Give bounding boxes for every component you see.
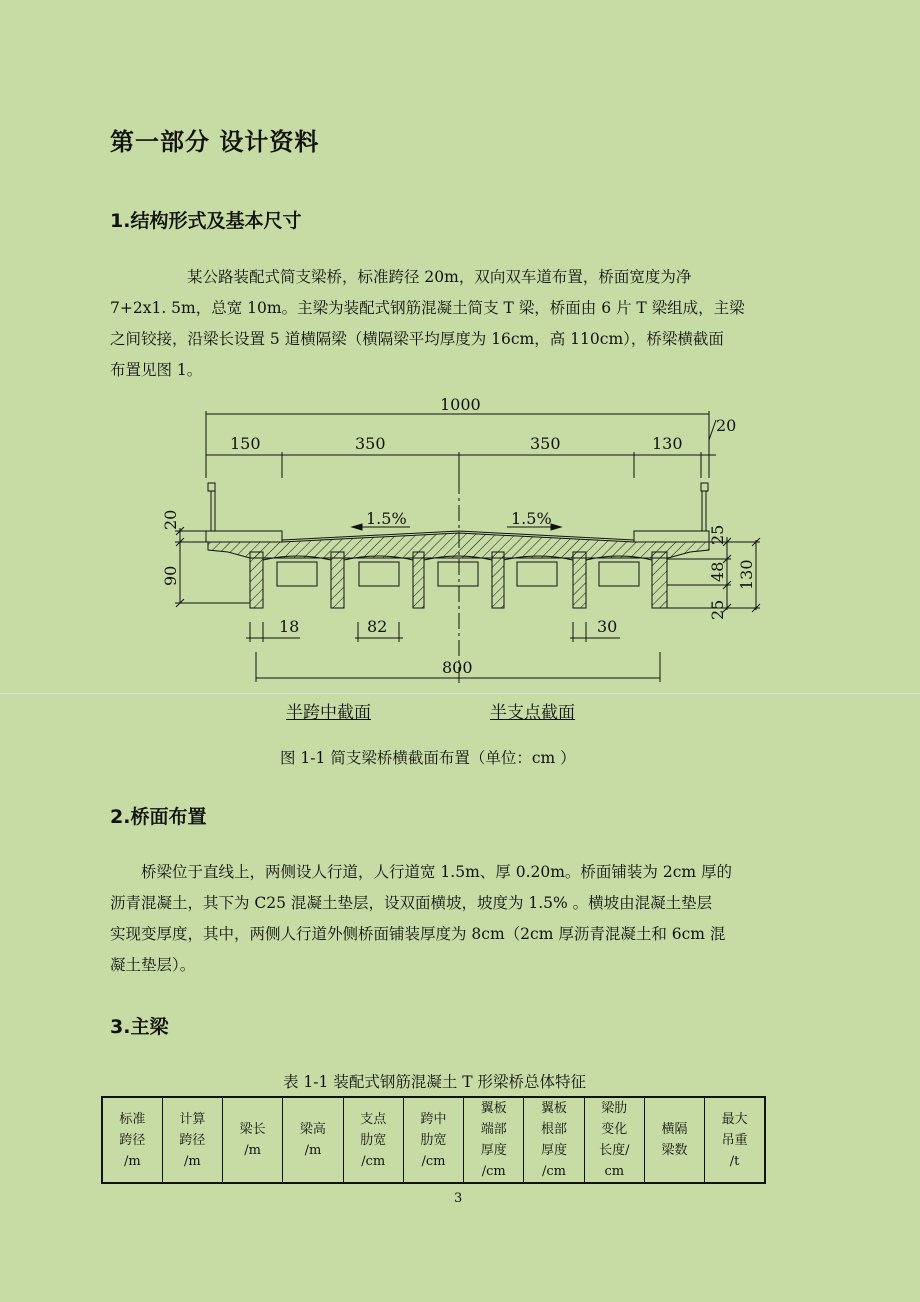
slope-right-label: 1.5% [511, 509, 552, 528]
dim-lane-right: 350 [530, 434, 561, 453]
section-1-line-1: 某公路装配式简支梁桥，标准跨径 20m，双向双车道布置，桥面宽度为净 [187, 268, 692, 286]
table-header-cell: 支点 肋宽 /cm [343, 1097, 403, 1183]
page-divider [0, 693, 920, 694]
dim-left-20: 20 [161, 509, 180, 530]
dim-rib-width: 18 [279, 617, 300, 636]
label-half-midspan: 半跨中截面 [286, 703, 371, 723]
section-3-title: 3.主梁 [110, 1016, 169, 1038]
table-header-cell: 翼板 端部 厚度 /cm [464, 1097, 524, 1183]
table-header-cell: 最大 吊重 /t [705, 1097, 765, 1183]
table-header-cell: 标准 跨径 /m [102, 1097, 162, 1183]
label-half-support: 半支点截面 [490, 703, 575, 723]
table-header-cell: 梁高 /m [283, 1097, 343, 1183]
section-1-line-2: 7+2x1. 5m，总宽 10m。主梁为装配式钢筋混凝土简支 T 梁，桥面由 6 片 T 梁组成，主梁 [110, 299, 745, 317]
bridge-spec-table [101, 1096, 766, 1184]
section-1-title: 1.结构形式及基本尺寸 [110, 210, 302, 232]
section-1-line-4: 布置见图 1。 [110, 361, 203, 379]
dim-railing: 20 [716, 416, 737, 435]
dim-right-25-bottom: 25 [708, 599, 727, 620]
section-2-line-2: 沥青混凝土，其下为 C25 混凝土垫层，设双面横坡，坡度为 1.5% 。横坡由混凝土垫层 [110, 894, 713, 912]
page-number: 3 [454, 1191, 463, 1206]
section-1-paragraph [110, 262, 810, 386]
section-2-title: 2.桥面布置 [110, 806, 207, 828]
dim-right-48: 48 [708, 561, 727, 582]
table-caption: 表 1-1 装配式钢筋混凝土 T 形梁桥总体特征 [283, 1073, 587, 1091]
table-header-cell: 计算 跨径 /m [162, 1097, 222, 1183]
dim-lane-left: 350 [355, 434, 386, 453]
figure-caption: 图 1-1 简支梁桥横截面布置（单位：cm ） [280, 749, 576, 767]
section-2-line-3: 实现变厚度，其中，两侧人行道外侧桥面铺装厚度为 8cm（2cm 厚沥青混凝土和 6cm 混 [110, 925, 726, 943]
dim-sidewalk-right: 130 [652, 434, 683, 453]
dim-rib-spacing: 82 [367, 617, 388, 636]
dim-right-130: 130 [737, 559, 756, 590]
table-header-row [102, 1097, 765, 1183]
page-title: 第一部分 设计资料 [110, 128, 320, 156]
table-header-cell: 翼板 根部 厚度 /cm [524, 1097, 584, 1183]
dim-sidewalk-left: 150 [230, 434, 261, 453]
dim-total-width: 1000 [440, 395, 481, 414]
section-2-line-4: 凝土垫层）。 [110, 956, 196, 974]
dim-left-90: 90 [161, 565, 180, 586]
section-2-line-1: 桥梁位于直线上，两侧设人行道，人行道宽 1.5m、厚 0.20m。桥面铺装为 2cm 厚的 [141, 863, 733, 881]
table-header-cell: 跨中 肋宽 /cm [403, 1097, 463, 1183]
dim-bottom-total: 800 [442, 658, 473, 677]
bridge-cross-section-diagram [0, 390, 920, 692]
section-1-line-3: 之间铰接，沿梁长设置 5 道横隔梁（横隔梁平均厚度为 16cm，高 110cm），桥梁横截面 [110, 330, 724, 348]
table-header-cell: 梁长 /m [223, 1097, 283, 1183]
slope-left-label: 1.5% [366, 509, 407, 528]
table-header-cell: 梁肋 变化 长度/ cm [584, 1097, 644, 1183]
dim-support-rib: 30 [597, 617, 618, 636]
table-header-cell: 横隔 梁数 [644, 1097, 704, 1183]
section-2-paragraph [110, 857, 810, 981]
dim-right-25-top: 25 [708, 524, 727, 545]
